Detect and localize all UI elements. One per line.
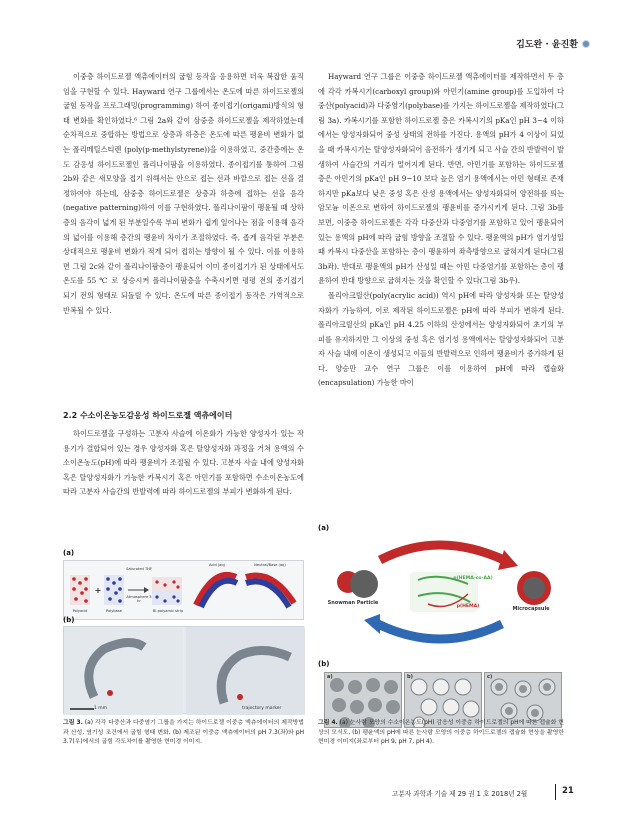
header-authors: 김도완 · 윤진환 (516, 40, 578, 50)
base-bent-strip (246, 575, 294, 607)
figure-4a-label: (a) (318, 524, 330, 532)
figure-3-caption-label: 그림 3. (63, 720, 83, 726)
header-circle-icon (582, 40, 590, 48)
micrograph-a-label: a) (327, 674, 333, 680)
running-header (516, 37, 590, 50)
figure-3-caption (63, 719, 304, 748)
bipolyamic-strip (152, 577, 182, 605)
polybase-block (104, 575, 124, 605)
section-heading: 2.2 수소이온농도감응성 하이드로젤 액츄에이터 (63, 411, 233, 420)
atmosphere-label: Atmosphere 3 hr (126, 595, 152, 603)
right-paragraph-1: Hayward 연구 그룹은 이중층 하이드로젤 액츄에이터를 제작하면서 두 층에 각각 카복시기(carboxyl group)와 아민기(amine group)를 도입하여 다중산(polyacid)과 다중염기(polybase)를 가지는 하이드로젤을 제작하였다(그림 3a). 카복시기를 포함한 하이드로젤 층은 카복시기의 pKa인 pH 3~4 이하에서는 양성자화되어 중성 상태의 전하를 가진다. 용액의 pH가 4 이상이 되었을 때 카복시기는 탈양성자화되어 음전하가 생기게 되고 사슬 간의 반발력이 발생하여 사슬간의 거리가 멀어지게 된다. 반면, 아민기를 포함하는 하이드로젤 층은 아민기의 pKa인 pH 9~10 보다 높은 염기 용액에서는 아민 형태로 존재하지만 pKa보다 낮은 중성 혹은 산성 용액에서는 양성자화되어 양전하를 띄는 암모늄 이온으로 변하여 하이드로젤의 팽윤비를 증가시키게 된다. 그림 3b를 보면, 이중층 하이드로젤은 각각 다중산과 다중염기를 포함하고 있어 팽윤되어 있는 용액의 pH에 따라 굽힘 방향을 조절할 수 있다. 팽윤액의 pH가 염기성일 때 카복시 다중산을 포함하는 층이 팽윤하여 좌측방향으로 굽혀지게 된다(그림 3b좌). 반대로 팽윤액의 pH가 산성일 때는 아민 다중염기를 포함하는 층이 팽윤하여 반대 방향으로 굽혀지는 것을 확인할 수 있다(그림 3b우). (318, 72, 564, 286)
footer-divider (555, 784, 556, 800)
figure-3a-schematic (63, 549, 304, 620)
figure-3b-drawing (64, 627, 305, 715)
micrograph-c-label: c) (487, 674, 493, 680)
saturated-thf-label: Saturated THF (126, 567, 152, 571)
figure-4-caption-text: (a) 눈사람 모양의 수소이온농도(pH) 감응성 이중층 하이드로젤의 pH에 따른 캡슐화 현상의 모식도, (b) 팽윤액의 pH에 따른 눈사람 모양의 이중층 하이드로젤의 캡슐화 현상을 촬영한 현미경 이미지(좌로부터 pH 9, pH 7, pH 4). (318, 720, 564, 746)
plus-sign: + (94, 586, 102, 595)
figure-3b-label: (b) (63, 616, 75, 624)
right-paragraph-2: 폴리아크릴산(poly(acrylic acid)) 역시 pH에 따라 양성자화 또는 탈양성자화가 가능하여, 이로 제작된 하이드로젤은 pH에 따라 부피가 변하게 된다. 폴리아크릴산의 pKa인 pH 4.25 이하의 산성에서는 양성자화되어 초기의 부피를 유지하지만 그 이상의 중성 혹은 염기성 용액에서는 탈양성자화되어 고분자 사슬 내에 이온이 생성되고 이들의 반발력으로 인하여 팽윤비가 증가하게 된다. 양승만 교수 연구 그룹은 이를 이용하여 pH에 따라 캡슐화(encapsulation) 가능한 마이 (318, 290, 564, 388)
left-paragraph-1: 이중층 하이드로젤 액츄에이터의 굽힘 동작을 응용하면 더욱 복잡한 움직임을 구현할 수 있다. Hayward 연구 그룹에서는 온도에 따른 하이드로젤의 굽힘 동작을 프로그래밍(programming) 하여 종이접기(origami)방식의 형태 변화를 확인하였다.⁶ 그림 2a와 같이 삼중층 하이드로젤을 제작하였는데 순차적으로 중합하는 방법으로 상층과 하층은 온도에 따른 팽윤비 변화가 없는 폴리메틸스티렌 (poly(p-methylstyrene))을 이용하였고, 중간층에는 온도 감응성 하이드로젤인 폴리나이팜을 이용하였다. 종이접기를 통하여 그림 2b와 같은 새모양을 접기 위해서는 안으로 접는 선과 바깥으로 접는 선을 결정하여야 하는데, 삼중층 하이드로젤은 상층과 하층에 접하는 선을 음각(negative patterning)하여 이를 구현하였다. 폴리나이팜이 팽윤될 때 상하층의 음각이 넓게 된 부분일수록 부피 변화가 쉽게 일어나는 점을 이용해 음각의 넓이를 이용해 층간의 팽윤비 차이가 조절하였다. 즉, 좁게 음각된 부분은 상대적으로 팽윤비 변화가 적게 되어 접히는 방향이 될 수 있다. 이를 이용하면 그림 2c와 같이 폴리나이팜층이 팽윤되어 이미 종이접기가 된 상태에서도 온도를 55 ℃ 로 상승시켜 폴리나이팜층을 수축시키면 평평 전의 종기접기 되기 전의 형태로 되돌릴 수 있다. 온도에 따른 종이접기 동작은 가역적으로 반복될 수 있다. (63, 72, 304, 315)
snowman-particle-drawing (337, 570, 378, 598)
trajectory-marker-label: trajectory marker (242, 706, 282, 711)
p-hema-co-aa-label: p(HEMA-co-AA) (453, 576, 493, 581)
journal-footer: 고분자 과학과 기술 제 29 권 1 호 2018년 2월 (392, 790, 528, 798)
figure-3a-label: (a) (63, 549, 75, 557)
micrograph-b-label: b) (407, 674, 413, 680)
scale-bar-label: 1 mm (94, 706, 108, 711)
right-column (318, 70, 564, 391)
figure-3b-micrographs (63, 616, 304, 714)
figure-4 (318, 520, 564, 710)
polyacid-block (70, 575, 90, 605)
figure-4-caption-label: 그림 4. (318, 720, 338, 726)
bipolyamic-label: Bi-polyamic strip (152, 609, 184, 613)
left-column (63, 70, 304, 318)
figure-3 (63, 549, 304, 810)
acid-aq-label: Acid (aq) (208, 563, 226, 567)
page-number: 21 (562, 786, 574, 796)
polyacid-label: Polyacid (72, 609, 88, 613)
snowman-particle-label: Snowman Particle (327, 600, 379, 606)
left-column-section (63, 427, 304, 500)
left-paragraph-2: 하이드로젤을 구성하는 고분자 사슬에 이온화가 가능한 양성자가 있는 작용기가 결합되어 있는 경우 양성자화 혹은 탈양성자화 과정을 거쳐 용액의 수소이온농도(pH)에 따라 팽윤비가 조절될 수 있다. 고분자 사슬 내에 양성자화 혹은 탈양성자화가 가능한 카복시기 혹은 아민기를 포함하면 수소이온농도에 따라 고분자 사슬간의 반발력에 따라 하이드로젤의 부피가 변화하게 된다. (63, 429, 304, 497)
figure-4-caption (318, 719, 564, 748)
figure-3-caption-text: (a) 각각 다중산과 다중염기 그룹을 가지는 하이드로젤 이중층 액츄에이터의 제작방법과 산성, 염기성 조건에서 굽힘 형태 변화, (b) 제조된 이중층 액츄에이터의 pH 7.3(좌)와 pH 3.7(우)에서의 굽힘 각도차이를 촬영한 현미경 이미지. (63, 720, 304, 746)
neutral-base-label: Neutral/Base (aq) (254, 563, 286, 567)
microcapsule-drawing (517, 571, 551, 605)
figure-4b-label: (b) (318, 660, 330, 668)
figure-4a-drawing (318, 532, 564, 647)
figure-4a-schematic (318, 532, 564, 647)
polybase-label: Polybase (106, 609, 122, 613)
microcapsule-label: Microcapsule (512, 606, 550, 612)
p-hema-label: p(HEMA) (456, 604, 480, 609)
acid-bent-strip (196, 575, 237, 607)
